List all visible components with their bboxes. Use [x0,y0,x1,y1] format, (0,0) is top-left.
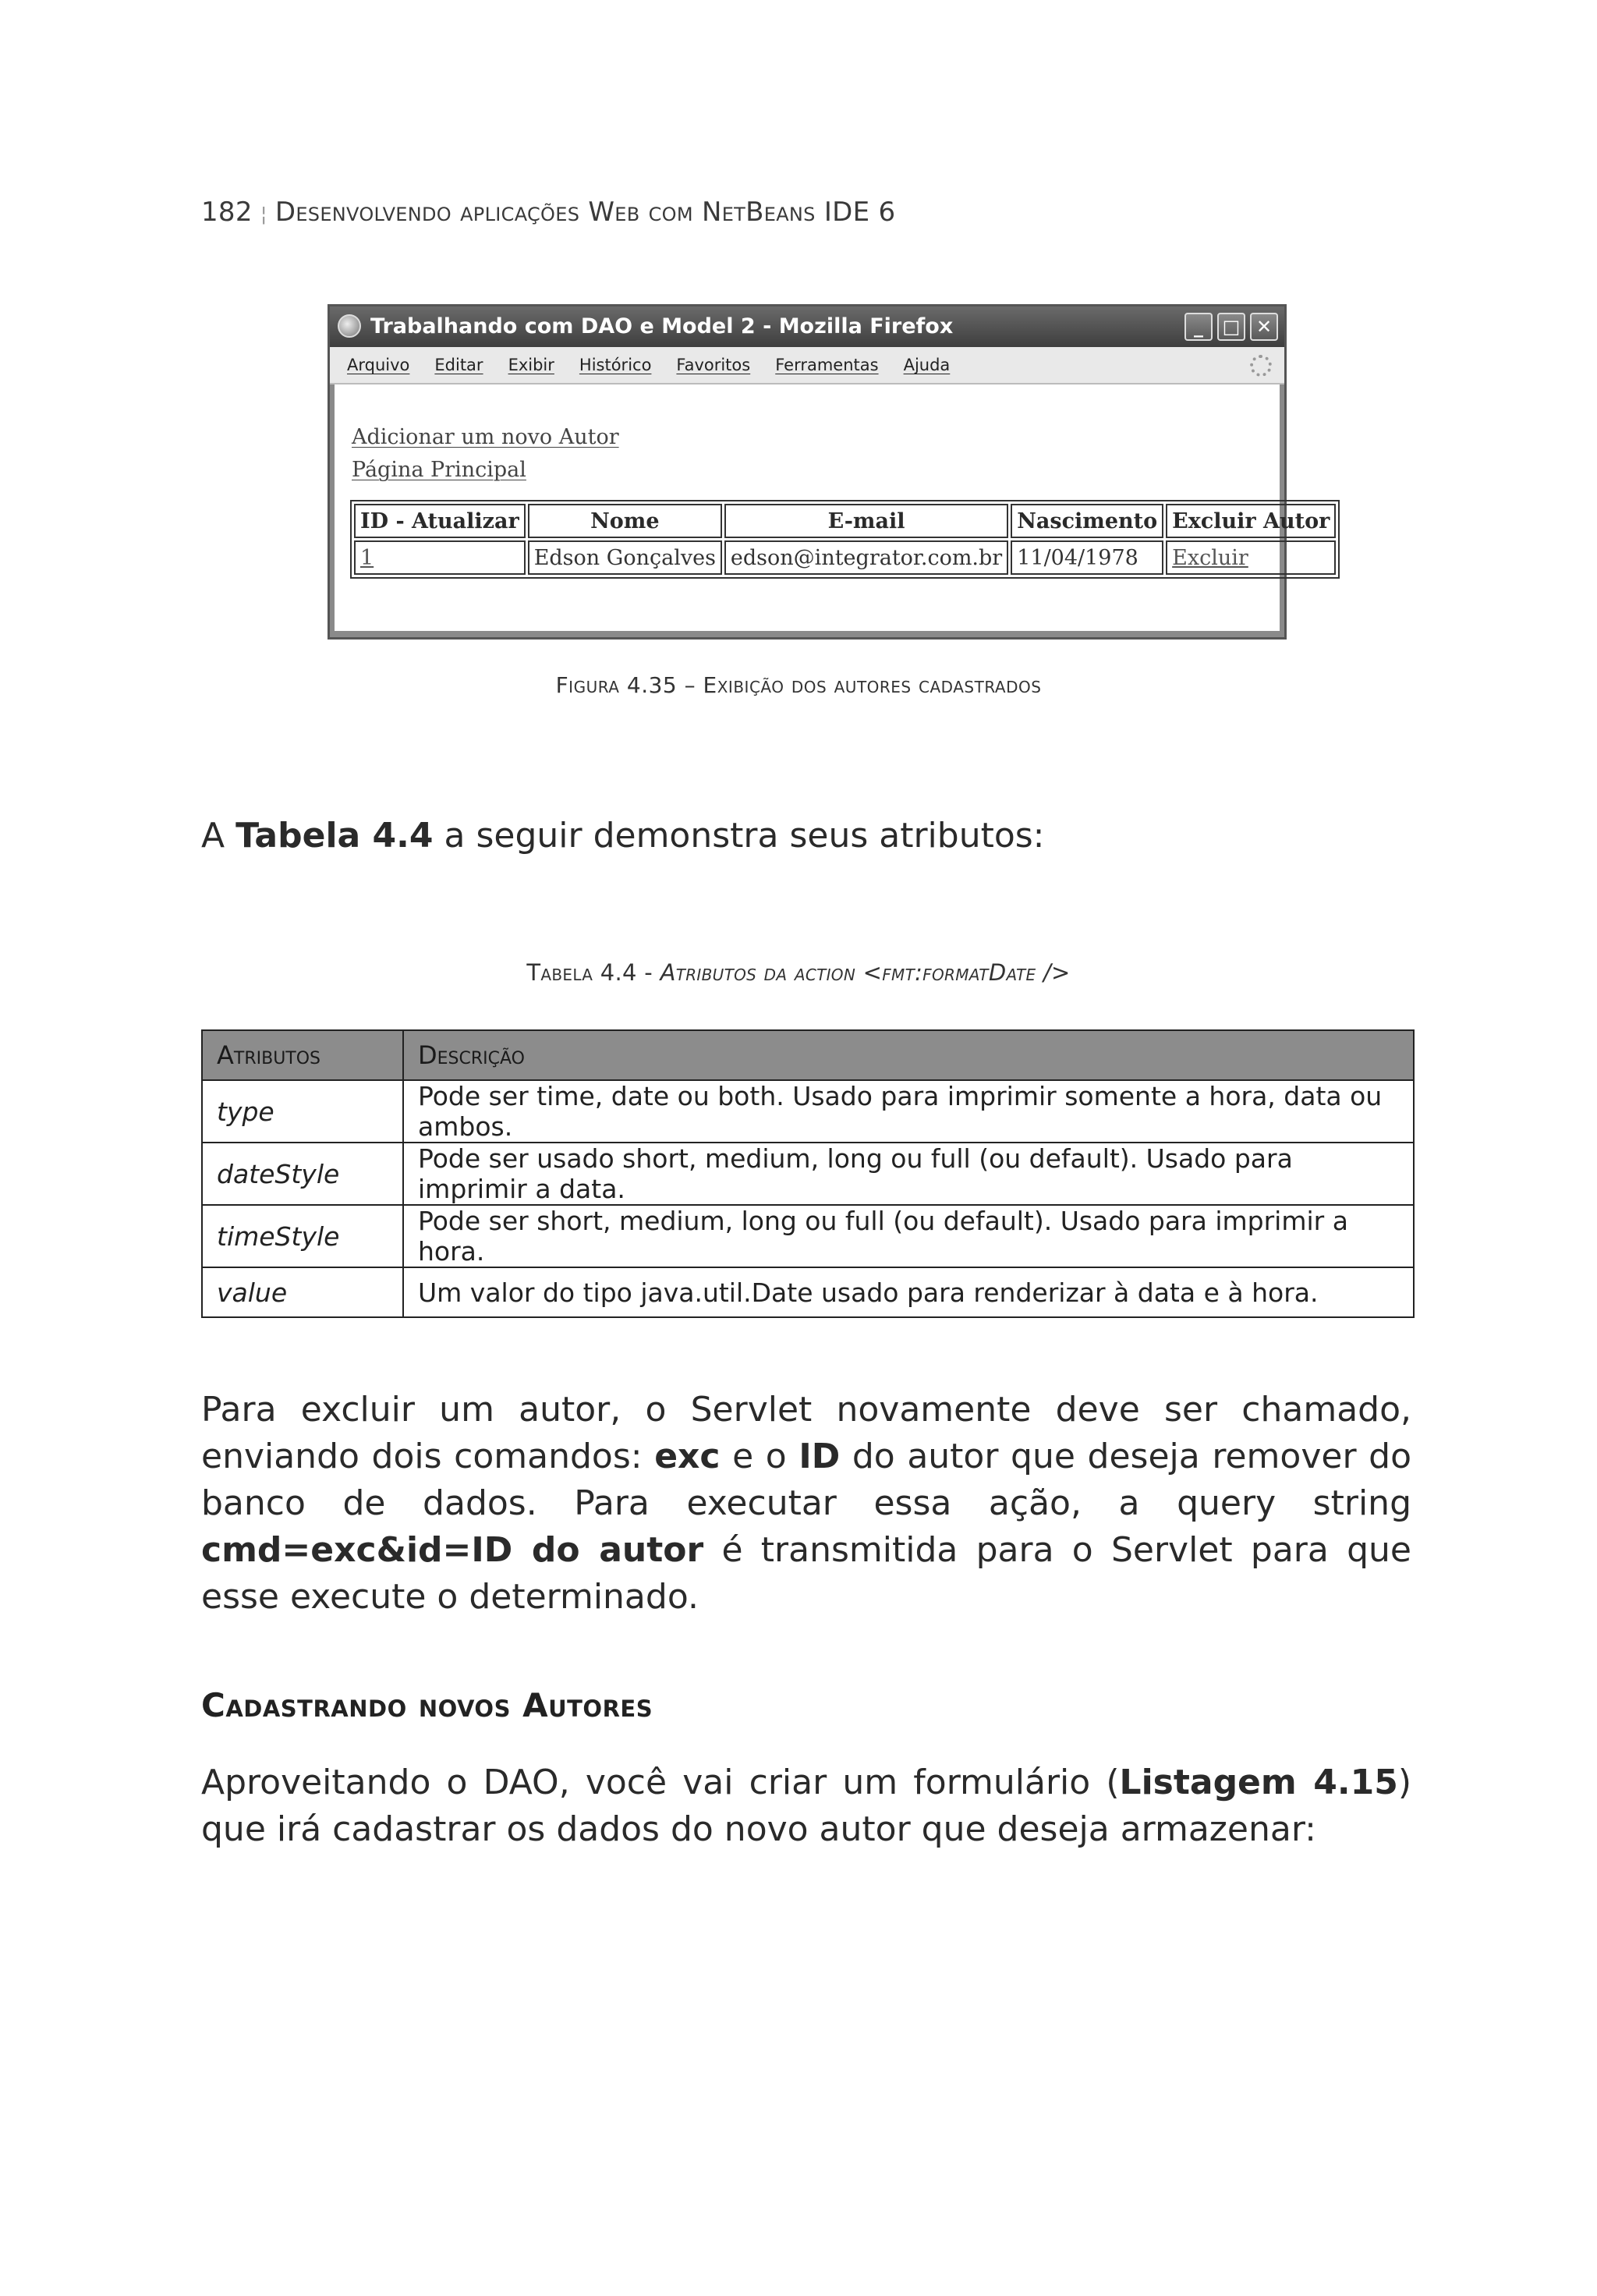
maximize-button[interactable]: □ [1217,313,1245,341]
col-nome: Nome [528,504,722,538]
table-row [202,1267,1414,1317]
attr-desc: Pode ser usado short, medium, long ou full (ou default). Usado para imprimir a data. [403,1143,1414,1205]
close-button[interactable]: ✕ [1250,313,1278,341]
body-paragraph-1 [201,1387,1411,1621]
authors-table [350,500,1340,579]
body-paragraph-2 [201,1759,1411,1853]
browser-titlebar [330,306,1284,347]
cell-excluir [1166,540,1336,575]
attributes-table-header [202,1030,1414,1080]
col-id: ID - Atualizar [354,504,526,538]
attr-desc: Um valor do tipo java.util.Date usado para renderizar à data e à hora. [403,1267,1414,1317]
update-id-link[interactable]: 1 [360,545,374,570]
p2-text-1: Aproveitando o DAO, você vai criar um formulário ( [201,1763,1120,1802]
p1-bold-id: ID [798,1437,841,1476]
p1-text-4: é transmitida para o Servlet para que esse execute o determinado. [201,1530,1411,1617]
minimize-button[interactable]: _ [1184,313,1213,341]
page-number: 182 [201,197,253,228]
menu-ajuda[interactable]: Ajuda [903,356,951,374]
cell-nome: Edson Gonçalves [528,540,722,575]
cell-email: edson@integrator.com.br [724,540,1008,575]
attr-desc: Pode ser time, date ou both. Usado para imprimir somente a hora, data ou ambos. [403,1080,1414,1143]
home-page-link[interactable]: Página Principal [352,458,526,482]
throbber-icon [1250,355,1272,377]
intro-text-bold: Tabela 4.4 [235,816,434,856]
intro-text-post: a seguir demonstra seus atributos: [433,816,1045,856]
attr-name: value [202,1267,403,1317]
intro-paragraph [201,813,1411,859]
cell-nascimento: 11/04/1978 [1011,540,1163,575]
table-caption [0,959,1597,986]
browser-title: Trabalhando com DAO e Model 2 - Mozilla Firefox [370,314,954,338]
browser-content [335,384,1330,631]
table-caption-prefix: Tabela 4.4 - [526,959,660,986]
firefox-icon [338,314,361,338]
running-header [201,197,895,228]
menu-favoritos[interactable]: Favoritos [676,356,751,374]
table-row [354,540,1336,575]
p1-text-1: Para excluir um autor, o Servlet novamente deve ser chamado, enviando dois comandos: [201,1390,1411,1476]
col-excluir: Excluir Autor [1166,504,1336,538]
col-email: E-mail [724,504,1008,538]
attributes-table [201,1029,1415,1318]
section-heading: Cadastrando novos Autores [201,1686,653,1724]
table-caption-italic: Atributos da action <fmt:formatDate /> [660,959,1071,986]
p1-text-3: do autor que deseja remover do banco de dados. Para executar essa ação, a query string [201,1437,1411,1523]
header-separator: ¦ [260,203,267,226]
attr-name: type [202,1080,403,1143]
menu-bar [330,347,1284,384]
table-row [202,1080,1414,1143]
attr-name: timeStyle [202,1205,403,1267]
authors-table-header [354,504,1336,538]
header-atributos: Atributos [202,1030,403,1080]
menu-editar[interactable]: Editar [434,356,483,374]
p1-bold-exc: exc [654,1437,721,1476]
header-descricao: Descrição [403,1030,1414,1080]
menu-historico[interactable]: Histórico [579,356,652,374]
book-title: Desenvolvendo aplicações Web com NetBeans IDE 6 [274,197,896,228]
attr-desc: Pode ser short, medium, long ou full (ou default). Usado para imprimir a hora. [403,1205,1414,1267]
menu-arquivo[interactable]: Arquivo [347,356,410,374]
delete-author-link[interactable]: Excluir [1172,545,1248,570]
col-nascimento: Nascimento [1011,504,1163,538]
p1-text-2: e o [720,1437,799,1476]
browser-window [328,304,1330,640]
p2-bold-listagem: Listagem 4.15 [1119,1763,1398,1802]
menu-ferramentas[interactable]: Ferramentas [775,356,879,374]
table-row [202,1205,1414,1267]
p2-text-2: ) que irá cadastrar os dados do novo autor que deseja armazenar: [201,1763,1411,1849]
table-row [202,1143,1414,1205]
attr-name: dateStyle [202,1143,403,1205]
figure-caption: Figura 4.35 – Exibição dos autores cadastrados [555,672,1042,698]
add-author-link[interactable]: Adicionar um novo Autor [352,425,619,449]
intro-text-pre: A [201,816,236,856]
menu-exibir[interactable]: Exibir [508,356,554,374]
p1-bold-query: cmd=exc&id=ID do autor [201,1530,704,1570]
cell-id [354,540,526,575]
window-controls [1184,313,1278,341]
